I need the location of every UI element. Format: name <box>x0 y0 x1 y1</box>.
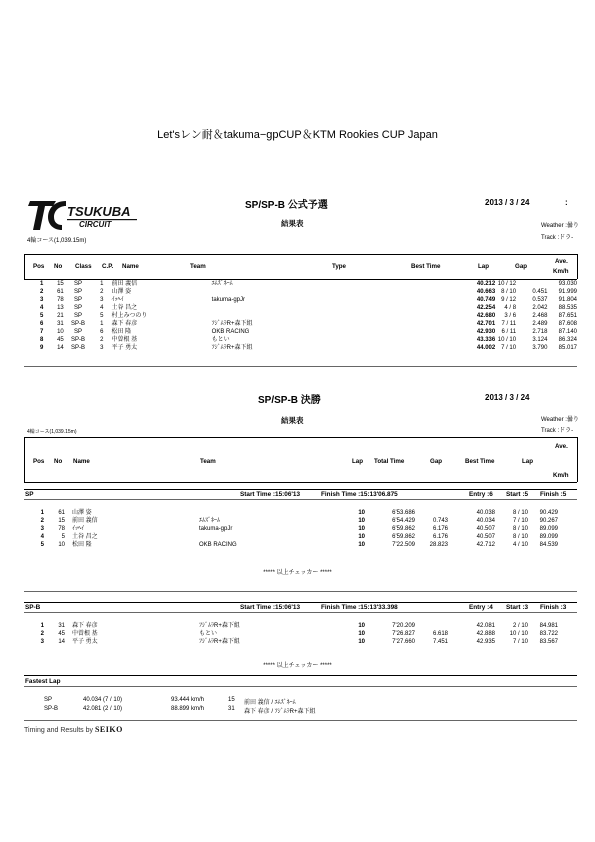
q-col-lap: Lap <box>478 263 490 270</box>
spacer-cell <box>558 525 577 533</box>
type-cell <box>350 344 408 352</box>
spacer-cell <box>147 320 211 328</box>
gap-cell: 6.176 <box>432 534 448 540</box>
spacer-cell <box>65 622 72 630</box>
f-col-lap: Lap <box>352 458 364 465</box>
f-col-blap: Lap <box>522 458 534 465</box>
name-cell: 前田 義信 <box>111 281 138 287</box>
gap-cell <box>415 509 448 517</box>
table-row <box>24 517 577 525</box>
qualifying-weather: Weather :曇り <box>541 223 579 229</box>
type-cell <box>350 320 408 328</box>
cp-cell: 6 <box>100 329 104 335</box>
cp-cell: 2 <box>100 337 104 343</box>
best-time-cell: 40.212 <box>476 281 496 287</box>
team-cell <box>212 288 350 296</box>
gap-cell: 2.468 <box>532 313 548 319</box>
ave-speed-cell: 85.017 <box>558 345 577 351</box>
name-cell: 平子 勇太 <box>72 639 98 645</box>
best-time-cell: 40.749 <box>476 297 496 303</box>
table-row <box>24 622 577 630</box>
best-lap-cell: 8 / 10 <box>512 534 528 540</box>
type-cell <box>350 304 408 312</box>
lap-cell: 10 <box>358 631 365 637</box>
type-cell <box>350 288 408 296</box>
fastest-spb-time: 42.081 (2 / 10) <box>83 706 123 712</box>
ave-speed-cell: 87.651 <box>558 313 577 319</box>
name-cell: 松田 隆 <box>72 542 92 548</box>
team-cell <box>212 312 350 320</box>
spacer-cell <box>558 622 577 630</box>
lap-cell: 10 <box>358 510 365 516</box>
name-cell: 森下 春彦 <box>111 321 138 327</box>
gap-cell: 6.618 <box>432 631 448 637</box>
table-row <box>24 312 577 320</box>
qualifying-track: Track :ドラ- <box>541 235 574 241</box>
gap-cell: 0.537 <box>532 297 548 303</box>
sp-entry: Entry :6 <box>469 491 493 498</box>
ave-speed-cell: 87.608 <box>558 321 577 327</box>
fastest-sp-driver: 前田 義信 / ｴﾑｽﾞﾈｰﾑ <box>244 700 296 706</box>
spb-finish-time: Finish Time :15:13'33.398 <box>321 604 398 611</box>
spacer-cell <box>65 525 72 533</box>
final-course: 4輪コース(1,039.15m) <box>27 429 77 435</box>
best-time-cell: 42.254 <box>476 305 496 311</box>
fastest-spb-class: SP-B <box>44 706 59 712</box>
best-lap-cell: 4 / 10 <box>512 542 528 548</box>
name-cell: 土谷 昌之 <box>72 534 98 540</box>
best-lap-cell: 8 / 10 <box>512 510 528 516</box>
no-cell: 15 <box>57 281 64 287</box>
lap-cell: 4 / 8 <box>504 305 517 311</box>
gap-cell: 7.451 <box>432 639 448 645</box>
spacer-cell <box>147 344 211 352</box>
pos-cell: 6 <box>39 321 44 327</box>
f-col-team: Team <box>200 458 216 465</box>
fastest-sp-time: 40.034 (7 / 10) <box>83 697 123 703</box>
lap-cell: 10 <box>358 526 365 532</box>
final-weather: Weather :曇り <box>541 417 579 423</box>
class-cell: SP-B <box>70 337 85 343</box>
ave-speed-cell: 84.981 <box>539 623 558 629</box>
type-cell <box>350 336 408 344</box>
sp-start-time: Start Time :15:06'13 <box>240 491 301 498</box>
lap-cell: 10 <box>358 542 365 548</box>
gap-cell: 0.743 <box>432 518 448 524</box>
no-cell: 15 <box>58 518 65 524</box>
no-cell: 31 <box>57 321 64 327</box>
team-cell: もとい <box>211 337 230 343</box>
q-col-class: Class <box>75 263 92 270</box>
table-row <box>24 328 577 336</box>
ave-speed-cell: 91.999 <box>558 289 577 295</box>
f-col-no: No <box>54 458 63 465</box>
fastest-sp-speed: 93.444 km/h <box>171 697 205 703</box>
pos-cell: 4 <box>39 305 44 311</box>
spacer-cell <box>65 638 72 646</box>
ave-speed-cell: 88.535 <box>558 305 577 311</box>
sp-class-label: SP <box>25 491 34 498</box>
spacer-cell <box>558 517 577 525</box>
best-lap-cell: 7 / 10 <box>512 518 528 524</box>
ave-speed-cell: 90.267 <box>539 518 558 524</box>
final-track: Track :ドラ- <box>541 428 574 434</box>
team-cell: ﾌｼﾞﾑﾗR+森下組 <box>211 345 253 351</box>
spacer-cell <box>147 328 211 336</box>
fastest-sp-no: 15 <box>228 697 235 703</box>
type-cell <box>350 280 408 288</box>
best-lap-cell: 8 / 10 <box>512 526 528 532</box>
lap-cell: 7 / 10 <box>501 345 517 351</box>
cp-cell: 3 <box>100 297 104 303</box>
team-cell <box>212 304 350 312</box>
seiko-logo: SEIKO <box>94 725 123 734</box>
qualifying-title: SP/SP-B 公式予選 <box>245 200 328 211</box>
best-lap-cell: 10 / 10 <box>509 631 528 637</box>
pos-cell: 7 <box>39 329 44 335</box>
cp-cell: 3 <box>100 345 104 351</box>
table-row <box>24 630 577 638</box>
spb-entry: Entry :4 <box>469 604 493 611</box>
name-cell: 村上みつのり <box>111 313 148 319</box>
page-title: Let'sレン耐＆takuma−gpCUP＆KTM Rookies CUP Japan <box>157 129 438 141</box>
pos-cell: 3 <box>40 526 44 532</box>
name-cell: 山澤 姿 <box>72 510 92 516</box>
table-row <box>24 304 577 312</box>
name-cell: 森下 春彦 <box>72 623 98 629</box>
lap-cell: 6 / 11 <box>501 329 517 335</box>
name-cell: 土谷 昌之 <box>111 305 138 311</box>
fastest-spb-speed: 88.899 km/h <box>171 706 205 712</box>
table-row <box>24 280 577 288</box>
pos-cell: 2 <box>39 289 44 295</box>
qualifying-date-colon: : <box>565 198 568 207</box>
class-cell: SP <box>73 297 82 303</box>
team-cell: takuma-gpJr <box>199 526 233 532</box>
no-cell: 10 <box>58 542 65 548</box>
q-col-pos: Pos <box>33 263 45 270</box>
class-cell: SP <box>73 329 82 335</box>
table-row <box>24 288 577 296</box>
class-cell: SP-B <box>70 345 85 351</box>
name-cell: 中曽根 基 <box>111 337 138 343</box>
team-cell: もとい <box>199 631 218 637</box>
table-row <box>24 638 577 646</box>
lap-cell: 10 <box>358 639 365 645</box>
cp-cell: 4 <box>100 305 104 311</box>
total-time-cell: 7'20.209 <box>392 623 415 629</box>
ave-speed-cell: 84.539 <box>539 542 558 548</box>
ave-speed-cell: 87.140 <box>558 329 577 335</box>
class-cell: SP-B <box>70 321 85 327</box>
spacer-cell <box>147 296 211 304</box>
spb-checker-note: ***** 以上チェッカー ***** <box>263 663 332 669</box>
no-cell: 14 <box>58 639 65 645</box>
table-row <box>24 320 577 328</box>
sp-finished: Finish :5 <box>540 491 567 498</box>
lap-cell: 10 <box>358 623 365 629</box>
gap-cell <box>516 280 547 288</box>
best-time-cell: 40.507 <box>476 534 495 540</box>
total-time-cell: 6'53.686 <box>392 510 415 516</box>
lap-cell: 7 / 11 <box>501 321 517 327</box>
qualifying-subtitle: 結果表 <box>281 219 304 228</box>
best-time-cell: 44.002 <box>476 345 496 351</box>
best-lap-cell: 2 / 10 <box>512 623 528 629</box>
team-cell: ﾌｼﾞﾑﾗR+森下組 <box>199 639 240 645</box>
logo-line1: TSUKUBA <box>67 204 131 219</box>
type-cell <box>350 328 408 336</box>
pos-cell: 3 <box>40 639 44 645</box>
gap-cell: 0.451 <box>532 289 548 295</box>
spacer-cell <box>65 541 72 549</box>
cp-cell: 5 <box>100 313 104 319</box>
spb-start-time: Start Time :15:06'13 <box>240 604 301 611</box>
q-col-type: Type <box>332 263 346 270</box>
team-cell: OKB RACING <box>199 542 237 548</box>
spacer-cell <box>147 336 211 344</box>
best-time-cell: 42.701 <box>476 321 496 327</box>
table-row <box>24 541 577 549</box>
spacer-cell <box>65 517 72 525</box>
name-cell: ｲｯﾍｲ <box>72 526 85 532</box>
tsukuba-circuit-logo <box>26 197 156 233</box>
spacer-cell <box>147 288 211 296</box>
type-cell <box>350 296 408 304</box>
spb-finished: Finish :3 <box>540 604 567 611</box>
fastest-sp-class: SP <box>44 697 53 703</box>
ave-speed-cell: 90.429 <box>539 510 558 516</box>
best-time-cell: 42.712 <box>476 542 495 548</box>
ave-speed-cell: 91.804 <box>558 297 577 303</box>
q-col-name: Name <box>122 263 139 270</box>
footer-text: Timing and Results by <box>24 727 93 734</box>
gap-cell: 2.489 <box>532 321 548 327</box>
best-time-cell: 40.038 <box>476 510 495 516</box>
q-col-gap: Gap <box>515 263 528 270</box>
team-cell: ﾌｼﾞﾑﾗR+森下組 <box>199 623 240 629</box>
no-cell: 61 <box>58 510 65 516</box>
team-cell <box>199 533 349 541</box>
ave-speed-cell: 83.567 <box>539 639 558 645</box>
team-cell: takuma-gpJr <box>211 297 246 303</box>
lap-cell: 3 / 6 <box>504 313 517 319</box>
best-time-cell: 42.930 <box>476 329 496 335</box>
fastest-spb-no: 31 <box>228 706 235 712</box>
team-cell: ｴﾑｽﾞﾈｰﾑ <box>199 518 221 524</box>
spacer-cell <box>65 630 72 638</box>
name-cell: 中曽根 基 <box>72 631 98 637</box>
table-row <box>24 509 577 517</box>
ave-speed-cell: 86.324 <box>558 337 577 343</box>
team-cell: OKB RACING <box>211 329 250 335</box>
no-cell: 10 <box>57 329 64 335</box>
spb-started: Start :3 <box>506 604 529 611</box>
gap-cell: 6.176 <box>432 526 448 532</box>
pos-cell: 9 <box>39 345 44 351</box>
lap-cell: 10 / 10 <box>497 337 517 343</box>
q-col-team: Team <box>190 263 206 270</box>
no-cell: 5 <box>61 534 65 540</box>
ave-speed-cell: 89.099 <box>539 534 558 540</box>
sp-final-results-table <box>24 509 577 549</box>
gap-cell: 3.790 <box>532 345 548 351</box>
course-length: 4輪コース(1,039.15m) <box>27 238 87 244</box>
spb-class-label: SP-B <box>25 604 41 611</box>
table-row <box>24 525 577 533</box>
fastest-lap-title: Fastest Lap <box>25 678 61 685</box>
best-time-cell: 42.081 <box>476 623 495 629</box>
fastest-spb-driver: 森下 春彦 / ﾌｼﾞﾑﾗR+森下組 <box>244 709 316 715</box>
qualifying-date: 2013 / 3 / 24 <box>485 198 530 207</box>
class-cell: SP <box>73 281 82 287</box>
name-cell: ｲｯﾍｲ <box>111 297 124 303</box>
f-col-name: Name <box>73 458 90 465</box>
pos-cell: 1 <box>40 623 44 629</box>
class-cell: SP <box>73 313 82 319</box>
ave-speed-cell: 89.099 <box>539 526 558 532</box>
no-cell: 45 <box>57 337 64 343</box>
pos-cell: 1 <box>39 281 44 287</box>
gap-cell: 2.042 <box>532 305 548 311</box>
name-cell: 山澤 姿 <box>111 289 132 295</box>
ave-speed-cell: 83.722 <box>539 631 558 637</box>
final-title: SP/SP-B 決勝 <box>258 395 321 406</box>
q-col-no: No <box>54 263 63 270</box>
f-col-total: Total Time <box>374 458 405 465</box>
pos-cell: 1 <box>40 510 44 516</box>
pos-cell: 2 <box>40 631 44 637</box>
no-cell: 45 <box>58 631 65 637</box>
no-cell: 78 <box>58 526 65 532</box>
spacer-cell <box>147 312 211 320</box>
spacer-cell <box>558 541 577 549</box>
pos-cell: 4 <box>40 534 44 540</box>
lap-cell: 8 / 10 <box>501 289 517 295</box>
pos-cell: 8 <box>39 337 44 343</box>
spacer-cell <box>558 533 577 541</box>
type-cell <box>350 312 408 320</box>
spacer-cell <box>65 509 72 517</box>
best-time-cell: 42.935 <box>476 639 495 645</box>
logo-line2: CIRCUIT <box>79 220 112 229</box>
table-row <box>24 344 577 352</box>
best-time-cell: 42.680 <box>476 313 496 319</box>
qualifying-results-table <box>24 280 577 352</box>
class-cell: SP <box>73 305 82 311</box>
total-time-cell: 7'26.827 <box>392 631 415 637</box>
no-cell: 78 <box>57 297 64 303</box>
spacer-cell <box>558 638 577 646</box>
no-cell: 31 <box>58 623 65 629</box>
lap-cell: 10 <box>358 518 365 524</box>
name-cell: 前田 義信 <box>72 518 98 524</box>
total-time-cell: 7'27.660 <box>392 639 415 645</box>
team-cell: ｴﾑｽﾞﾈｰﾑ <box>211 281 233 287</box>
no-cell: 21 <box>57 313 64 319</box>
gap-cell: 28.823 <box>429 542 448 548</box>
sp-finish-time: Finish Time :15:13'06.875 <box>321 491 398 498</box>
best-time-cell: 43.336 <box>476 337 496 343</box>
gap-cell: 2.718 <box>532 329 548 335</box>
pos-cell: 5 <box>40 542 44 548</box>
no-cell: 14 <box>57 345 64 351</box>
f-col-ave: Ave. <box>555 443 568 450</box>
table-row <box>24 336 577 344</box>
pos-cell: 2 <box>40 518 44 524</box>
spacer-cell <box>558 630 577 638</box>
gap-cell <box>415 622 448 630</box>
lap-cell: 10 / 12 <box>497 281 517 287</box>
lap-cell: 10 <box>358 534 365 540</box>
f-col-best: Best Time <box>465 458 495 465</box>
best-time-cell: 42.888 <box>476 631 495 637</box>
total-time-cell: 7'22.509 <box>392 542 415 548</box>
name-cell: 平子 勇太 <box>111 345 138 351</box>
name-cell: 松田 隆 <box>111 329 132 335</box>
best-time-cell: 40.663 <box>476 289 496 295</box>
spacer-cell <box>558 509 577 517</box>
spacer-cell <box>147 304 211 312</box>
q-col-cp: C.P. <box>102 263 114 270</box>
q-col-best: Best Time <box>411 263 441 270</box>
spacer-cell <box>65 533 72 541</box>
class-cell: SP <box>73 289 82 295</box>
pos-cell: 3 <box>39 297 44 303</box>
cp-cell: 1 <box>100 321 104 327</box>
gap-cell: 3.124 <box>532 337 548 343</box>
no-cell: 13 <box>57 305 64 311</box>
table-row <box>24 296 577 304</box>
footer-credit <box>24 725 123 734</box>
spacer-cell <box>147 280 211 288</box>
best-time-cell: 40.507 <box>476 526 495 532</box>
sp-checker-note: ***** 以上チェッカー ***** <box>263 570 332 576</box>
q-col-kmh: Km/h <box>553 268 569 275</box>
total-time-cell: 6'59.862 <box>392 526 415 532</box>
ave-speed-cell: 93.030 <box>558 281 577 287</box>
best-time-cell: 40.034 <box>476 518 495 524</box>
cp-cell: 1 <box>100 281 104 287</box>
table-row <box>24 533 577 541</box>
f-col-pos: Pos <box>33 458 45 465</box>
f-col-kmh: Km/h <box>553 472 569 479</box>
q-col-ave: Ave. <box>555 258 568 265</box>
spb-final-results-table <box>24 622 577 646</box>
no-cell: 61 <box>57 289 64 295</box>
f-col-gap: Gap <box>430 458 443 465</box>
final-date: 2013 / 3 / 24 <box>485 393 530 402</box>
cp-cell: 2 <box>100 289 104 295</box>
lap-cell: 9 / 12 <box>501 297 517 303</box>
pos-cell: 5 <box>39 313 44 319</box>
total-time-cell: 6'59.862 <box>392 534 415 540</box>
total-time-cell: 6'54.429 <box>392 518 415 524</box>
final-subtitle: 結果表 <box>281 416 304 425</box>
team-cell <box>199 509 349 517</box>
best-lap-cell: 7 / 10 <box>512 639 528 645</box>
sp-started: Start :5 <box>506 491 529 498</box>
team-cell: ﾌｼﾞﾑﾗR+森下組 <box>211 321 253 327</box>
